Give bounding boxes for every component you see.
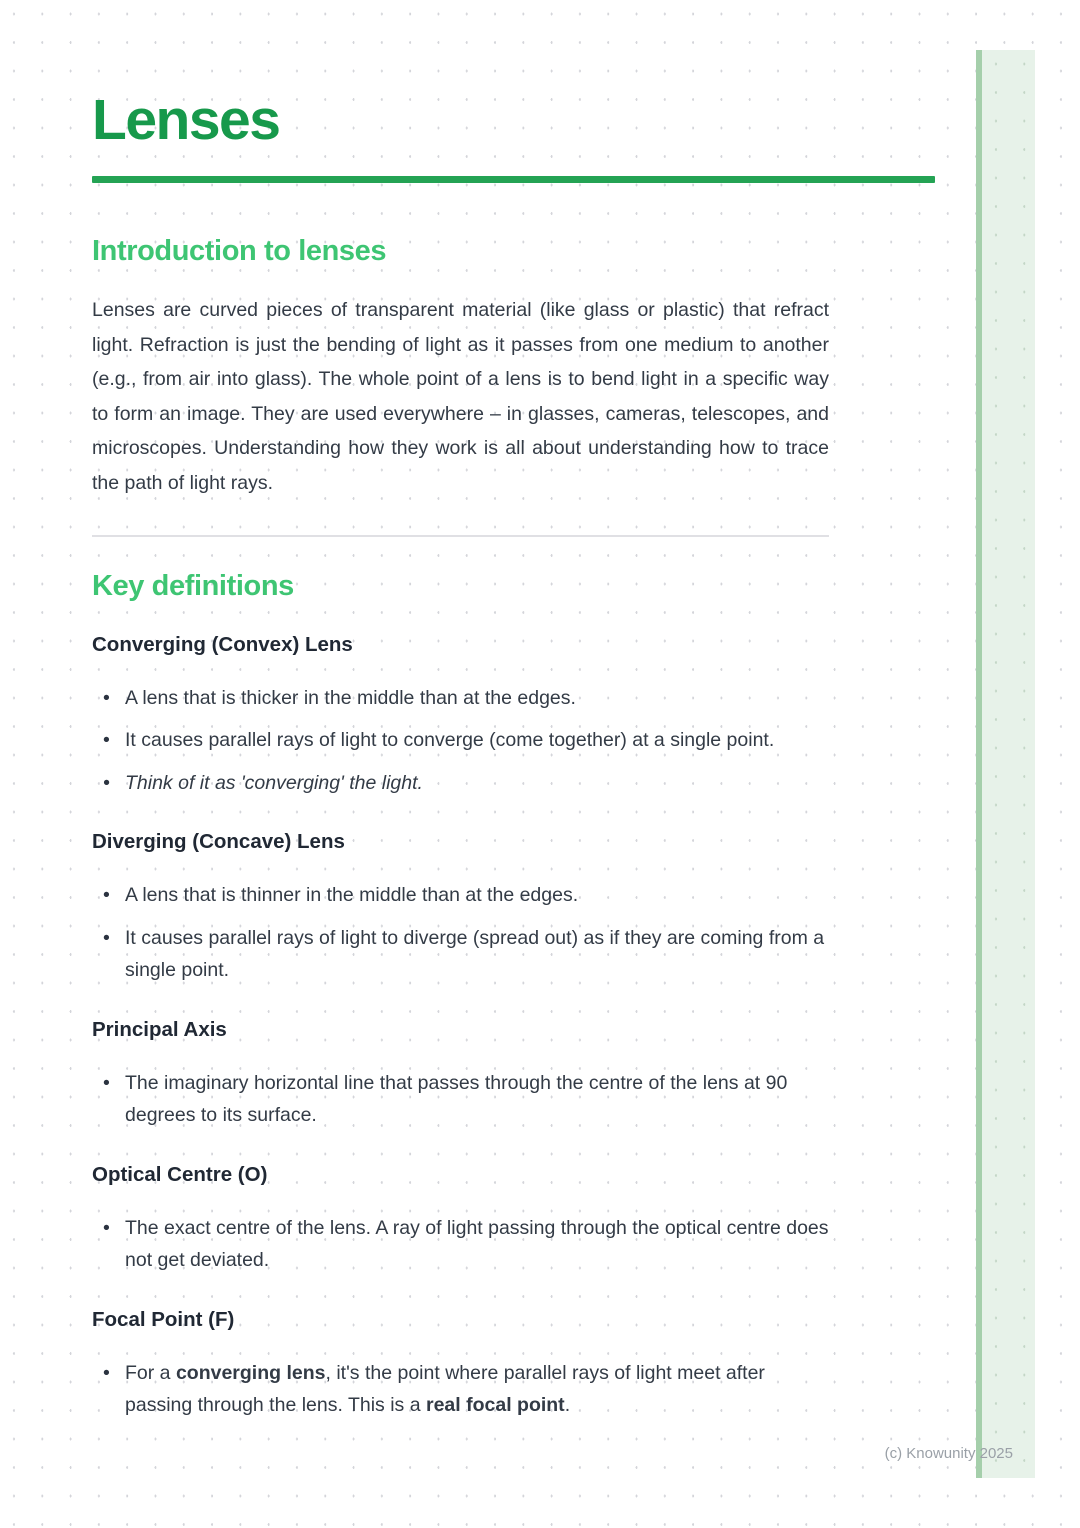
definition-bullet: • Think of it as 'converging' the light. bbox=[92, 767, 829, 800]
key-definitions-heading: Key definitions bbox=[92, 569, 294, 602]
definition-bullet: • A lens that is thicker in the middle than at the edges. bbox=[92, 682, 829, 715]
definition-bullet: • It causes parallel rays of light to converge (come together) at a single point. bbox=[92, 724, 829, 757]
definition-bullet: • For a converging lens, it's the point where parallel rays of light meet after passing through the lens. This is a real focal point. bbox=[92, 1357, 829, 1422]
definition-term: Principal Axis bbox=[92, 1017, 227, 1041]
definition-term: Focal Point (F) bbox=[92, 1307, 235, 1331]
definition-bullet: • The exact centre of the lens. A ray of light passing through the optical centre does not get deviated. bbox=[92, 1212, 829, 1277]
title-underline-rule bbox=[92, 176, 935, 183]
definition-term: Diverging (Concave) Lens bbox=[92, 830, 345, 854]
definition-term: Converging (Convex) Lens bbox=[92, 632, 353, 656]
definition-bullet: • The imaginary horizontal line that passes through the centre of the lens at 90 degrees to its surface. bbox=[92, 1067, 829, 1132]
definition-list bbox=[92, 879, 829, 987]
intro-section-heading: Introduction to lenses bbox=[92, 235, 387, 267]
copyright-notice: (c) Knowunity 2025 bbox=[884, 1445, 1013, 1462]
text-column bbox=[92, 235, 829, 1422]
intro-paragraph: Lenses are curved pieces of transparent material (like glass or plastic) that refract light. Refraction is just the bending of light as it passes from one medium to another (e.g., from air into glass). The whole point of a lens is to bend light in a specific way to form an image. They are used everywhere – in glasses, cameras, telescopes, and microscopes. Understanding how they work is all about understanding how to trace the path of light rays. bbox=[92, 299, 829, 494]
definition-list bbox=[92, 1357, 829, 1422]
section-divider bbox=[92, 535, 829, 537]
definitions bbox=[92, 632, 829, 1422]
definition-list bbox=[92, 1212, 829, 1277]
page-title: Lenses bbox=[92, 88, 280, 152]
right-accent-stripe bbox=[976, 50, 1035, 1478]
definition-bullet: • A lens that is thinner in the middle than at the edges. bbox=[92, 879, 829, 912]
definition-bullet: • It causes parallel rays of light to diverge (spread out) as if they are coming from a single point. bbox=[92, 922, 829, 987]
definition-list bbox=[92, 1067, 829, 1132]
definition-term: Optical Centre (O) bbox=[92, 1162, 268, 1186]
definition-list bbox=[92, 682, 829, 800]
